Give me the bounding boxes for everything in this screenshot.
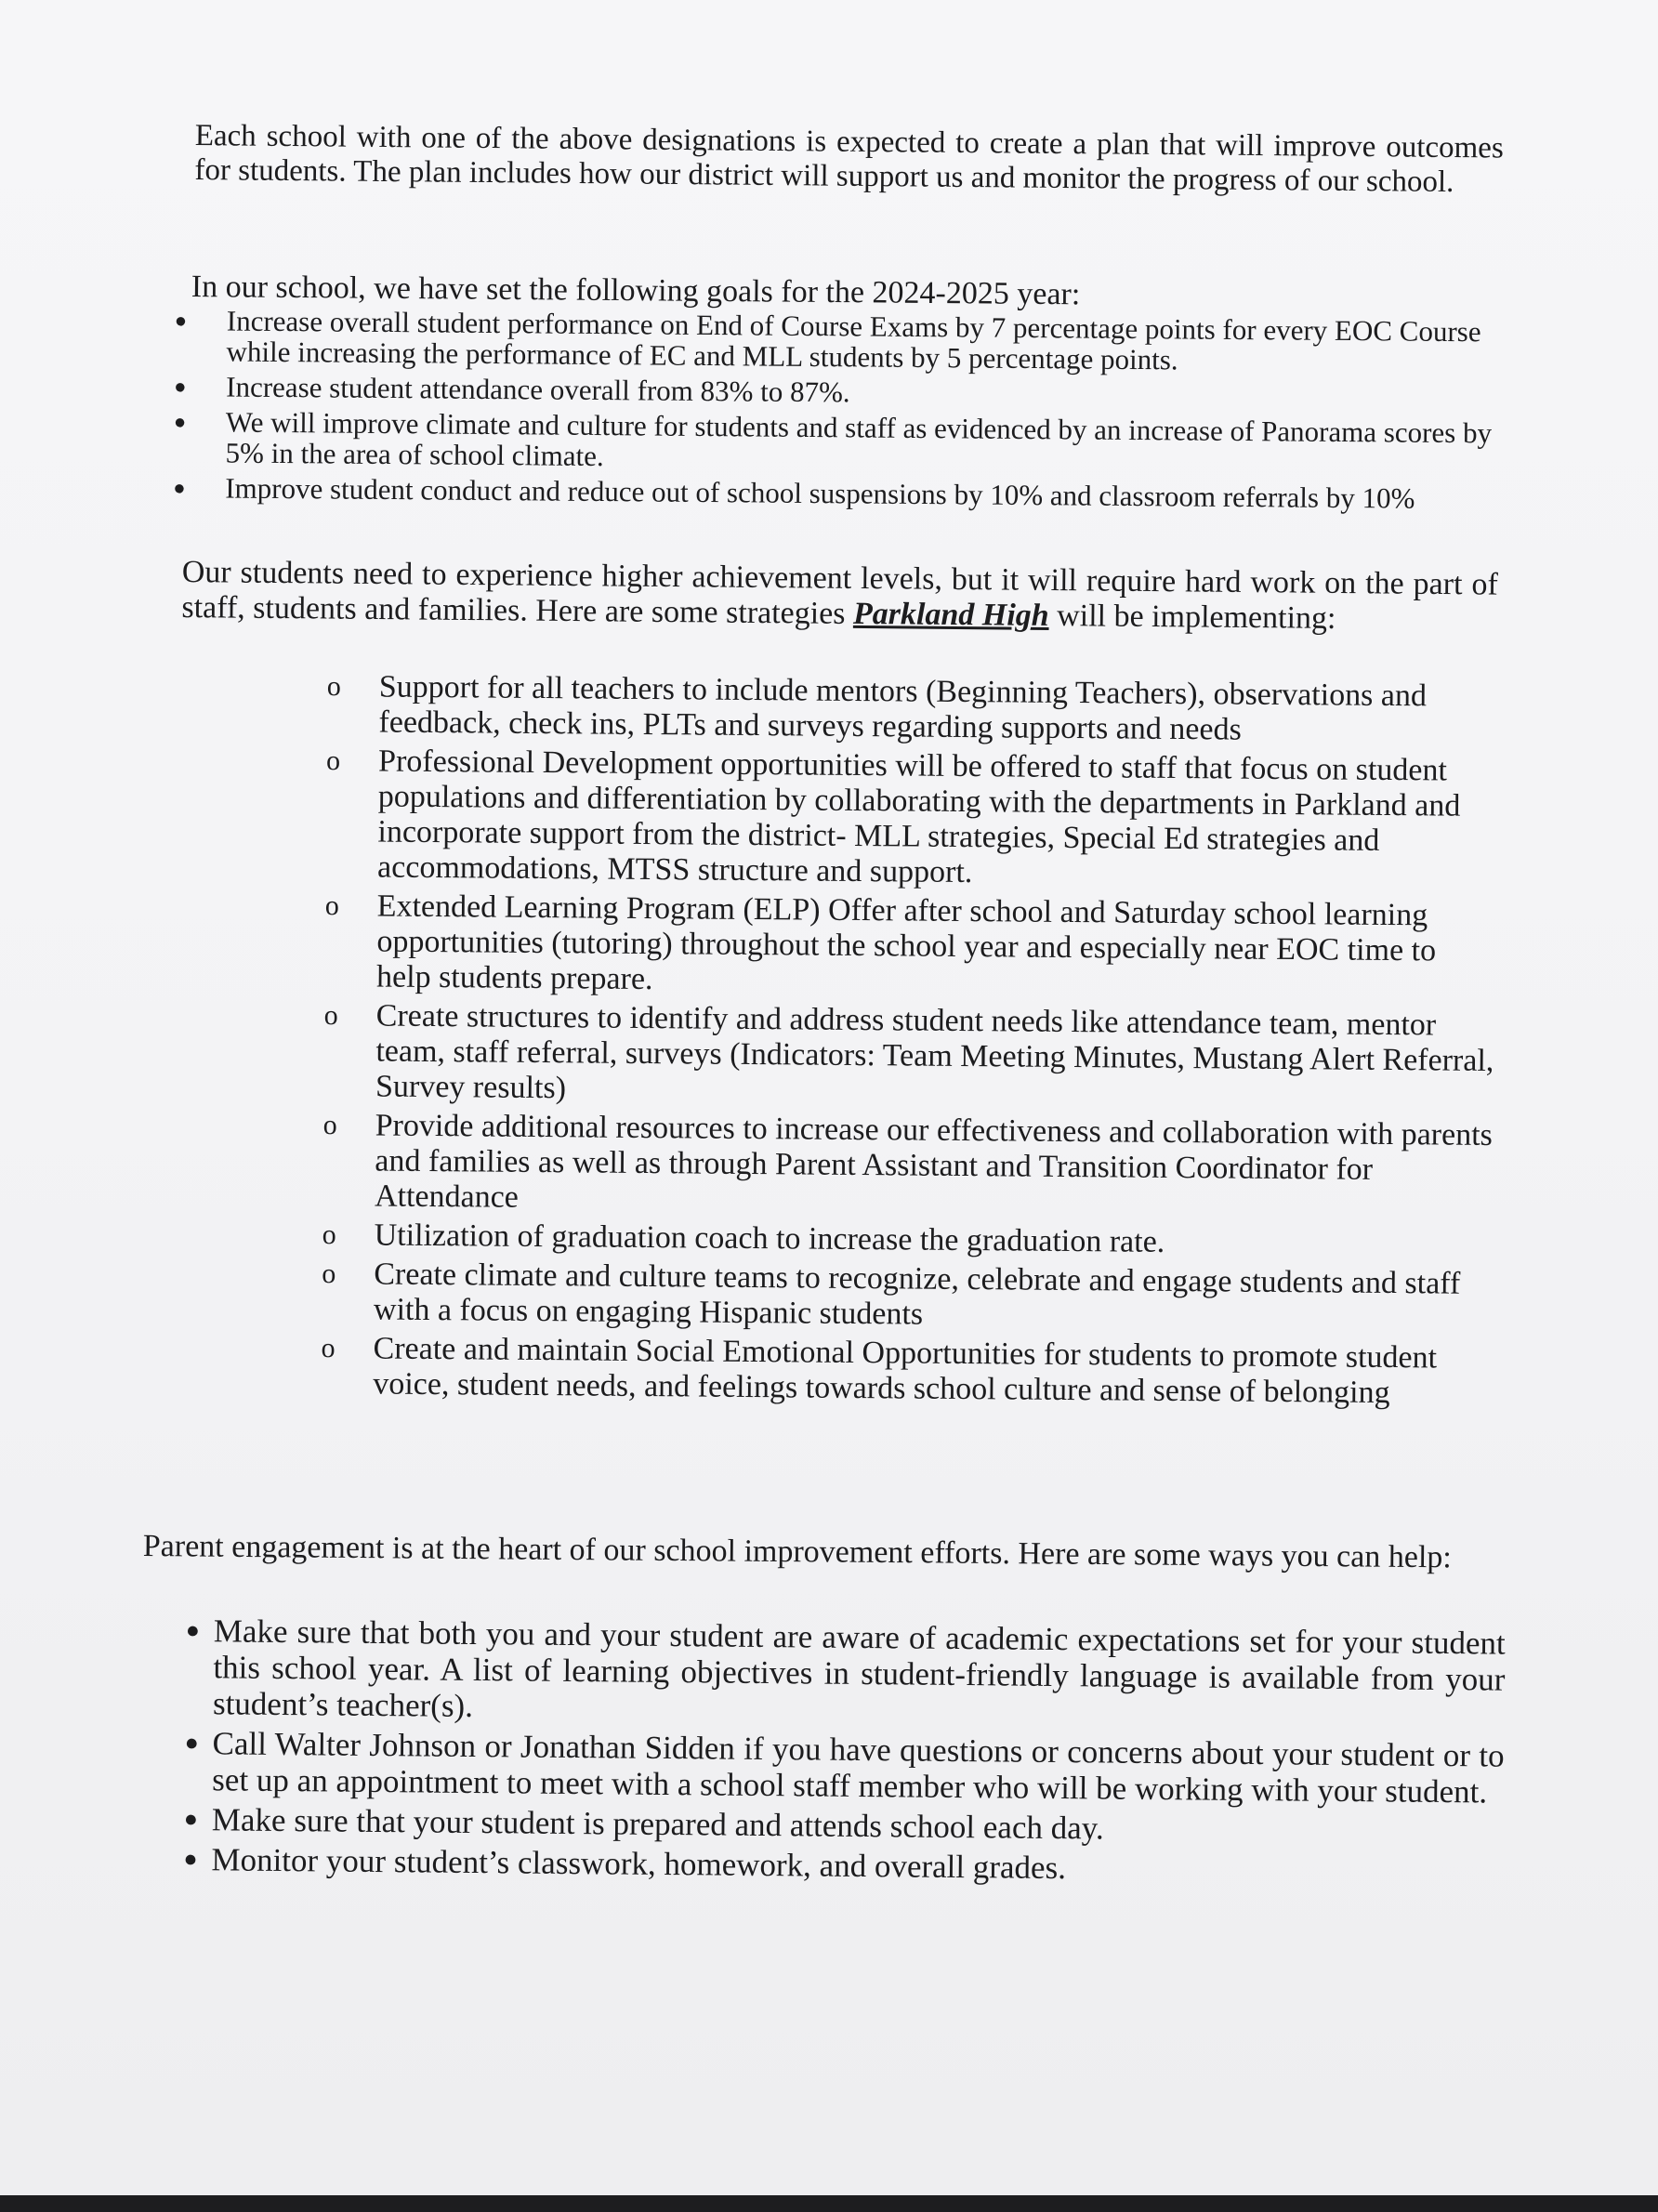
parent-way-item: ● Make sure that your student is prepared and attends school each day.: [184, 1801, 1504, 1850]
parent-intro: Parent engagement is at the heart of our school improvement efforts. Here are some ways you can help:: [142, 1529, 1452, 1575]
parent-ways-list: [183, 1613, 1506, 1894]
goals-list: [173, 305, 1504, 519]
intro-paragraph: Each school with one of the above designations is expected to create a plan that will improve outcomes for students. The plan includes how our district will support us and monitor the progress of our school.: [194, 119, 1504, 200]
strategy-item: o Support for all teachers to include mentors (Beginning Teachers), observations and feedback, check ins, PLTs and surveys regarding supports and needs: [326, 669, 1500, 750]
goal-item: ● Increase student attendance overall from 83% to 87%.: [174, 371, 1503, 413]
strategy-item: o Utilization of graduation coach to increase the graduation rate.: [322, 1218, 1495, 1263]
goal-item: ● Increase overall student performance on End of Course Exams by 7 percentage points for every EOC Course while increasing the performance of EC and MLL students by 5 percentage points.: [174, 305, 1504, 377]
goal-item: ● Improve student conduct and reduce out of school suspensions by 10% and classroom referrals by 10%: [173, 472, 1502, 514]
school-name: Parkland High: [852, 596, 1049, 633]
parent-way-item: ● Monitor your student’s classwork, homework, and overall grades.: [183, 1841, 1503, 1890]
parent-way-item: ● Make sure that both you and your student are aware of academic expectations set for your student this school year. A list of learning objectives in student-friendly language is available from your student’s teacher(s).: [185, 1613, 1506, 1734]
strategy-item: o Professional Development opportunities will be offered to staff that focus on student populations and differentiation by collaborating with the departments in Parkland and incorporate support from the district- MLL strategies, Special Ed strategies and accommodations, MTSS structure and support.: [325, 744, 1499, 895]
strategies-list: [321, 669, 1500, 1415]
strategies-intro-before: Our students need to experience higher achievement levels, but it will require hard work on the part of staff, students and families. Here are some strategies: [181, 555, 1498, 631]
photo-bottom-edge: [0, 2195, 1658, 2212]
strategy-item: o Extended Learning Program (ELP) Offer after school and Saturday school learning opportunities (tutoring) throughout the school year and especially near EOC time to help students prepare.: [324, 889, 1498, 1005]
strategies-intro-after: will be implementing:: [1048, 598, 1336, 636]
strategy-item: o Create climate and culture teams to recognize, celebrate and engage students and staff with a focus on engaging Hispanic students: [322, 1257, 1495, 1337]
parent-way-item: ● Call Walter Johnson or Jonathan Sidden if you have questions or concerns about your student or to set up an appointment to meet with a school staff member who will be working with your student.: [184, 1725, 1505, 1810]
strategy-item: o Create and maintain Social Emotional Opportunities for students to promote student voice, student needs, and feelings towards school culture and sense of belonging: [321, 1331, 1494, 1412]
strategies-intro: [181, 555, 1498, 639]
goals-intro: In our school, we have set the following goals for the 2024-2025 year:: [191, 270, 1081, 312]
strategy-item: o Provide additional resources to increase our effectiveness and collaboration with parents and families as well as through Parent Assistant and Transition Coordinator for Attendance: [322, 1108, 1496, 1224]
goal-item: ● We will improve climate and culture for students and staff as evidenced by an increase of Panorama scores by 5% in the area of school climate.: [173, 406, 1503, 479]
strategy-item: o Create structures to identify and address student needs like attendance team, mentor team, staff referral, surveys (Indicators: Team Meeting Minutes, Mustang Alert Referral, Survey results): [323, 998, 1497, 1114]
